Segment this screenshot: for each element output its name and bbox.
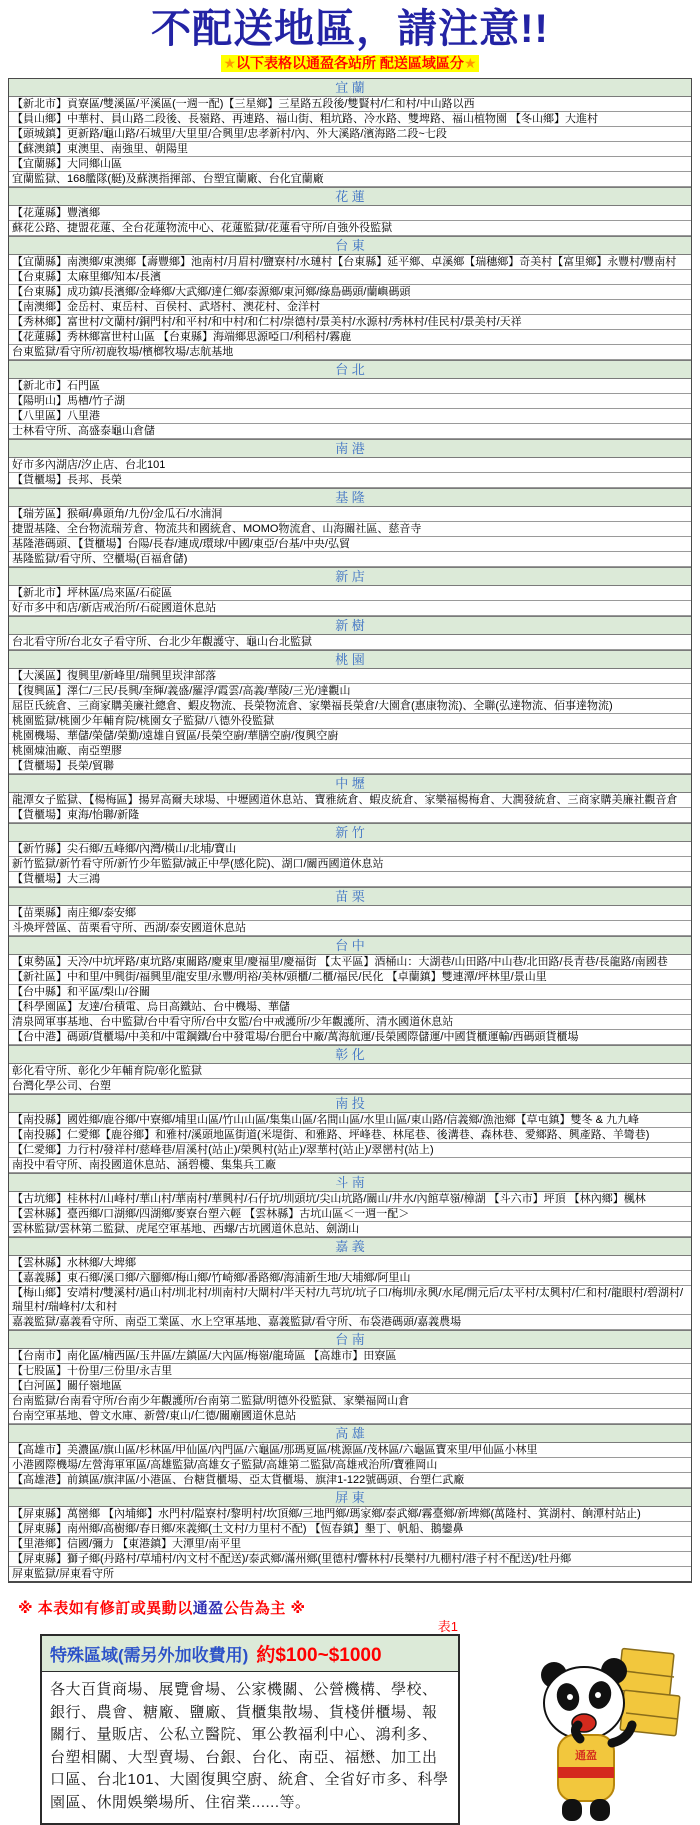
table-row: 【苗栗縣】南庄鄉/泰安鄉 bbox=[9, 906, 691, 921]
table-row: 【台中縣】和平區/梨山/谷關 bbox=[9, 985, 691, 1000]
note-prefix: ※ 本表如有修訂或異動以 bbox=[18, 1600, 193, 1617]
special-area-title: 特殊區域(需另外加收費用) bbox=[50, 1646, 249, 1665]
table-row: 【雲林縣】臺西鄉/口湖鄉/四湖鄉/麥寮台塑六輕 【雲林縣】古坑山區＜一週一配＞ bbox=[9, 1207, 691, 1222]
section-header: 高 雄 bbox=[9, 1424, 691, 1443]
table-row: 桃園監獄/桃園少年輔育院/桃園女子監獄/八德外役監獄 bbox=[9, 714, 691, 729]
table-row: 【瑞芳區】猴硐/鼻頭角/九份/金瓜石/水湳洞 bbox=[9, 507, 691, 522]
table-row: 【高雄市】美濃區/旗山區/杉林區/甲仙區/內門區/六龜區/那瑪夏區/桃源區/茂林區/六龜區寶來里/甲仙區小林里 bbox=[9, 1443, 691, 1458]
section-header: 新 店 bbox=[9, 567, 691, 586]
section-header: 南 港 bbox=[9, 439, 691, 458]
table-row: 新竹監獄/新竹看守所/新竹少年監獄/誠正中學(感化院)、湖口/關西國道休息站 bbox=[9, 857, 691, 872]
table-row: 台南監獄/台南看守所/台南少年觀護所/台南第二監獄/明德外役監獄、家樂福岡山倉 bbox=[9, 1394, 691, 1409]
section-header: 台 中 bbox=[9, 936, 691, 955]
section-header: 斗 南 bbox=[9, 1173, 691, 1192]
table-row: 【新北市】石門區 bbox=[9, 379, 691, 394]
table-row: 【貨櫃場】長榮/貿聯 bbox=[9, 759, 691, 774]
table-row: 台南空軍基地、曾文水庫、新營/東山/仁德/關廟國道休息站 bbox=[9, 1409, 691, 1424]
section-header: 新 樹 bbox=[9, 616, 691, 635]
table-row: 【新社區】中和里/中興街/福興里/龍安里/永豐/明裕/美林/頭櫃/二櫃/福民/民化 【卓蘭鎮】雙連潭/坪林里/景山里 bbox=[9, 970, 691, 985]
table-row: 【台東縣】成功鎮/長濱鄉/金峰鄉/大武鄉/達仁鄉/泰源鄉/東河鄉/綠島碼頭/蘭嶼碼頭 bbox=[9, 285, 691, 300]
table1-label: 表1 bbox=[437, 1619, 458, 1634]
table-row: 蘇花公路、捷盟花蓮、全台花蓮物流中心、花蓮監獄/花蓮看守所/自強外役監獄 bbox=[9, 221, 691, 236]
table-row: 【蘇澳鎮】東澳里、南強里、朝陽里 bbox=[9, 142, 691, 157]
section-header: 嘉 義 bbox=[9, 1237, 691, 1256]
table-row: 【新北市】坪林區/烏來區/石碇區 bbox=[9, 586, 691, 601]
table-row: 【台中港】碼頭/貨櫃場/中美和/中電鋼鐵/台中發電場/台肥台中廠/萬海航運/長榮國際儲運/中國貨櫃運輸/西碼頭貨櫃場 bbox=[9, 1030, 691, 1045]
table-row: 宜蘭監獄、168艦隊(艇)及蘇澳指揮部、台塑宜蘭廠、台化宜蘭廠 bbox=[9, 172, 691, 187]
special-area-wrap bbox=[40, 1620, 460, 1825]
footer bbox=[18, 1597, 690, 1825]
table-row: 基隆港碼頭、【貨櫃場】台陽/長春/連成/環球/中國/東亞/台基/中央/弘貿 bbox=[9, 537, 691, 552]
table-row: 彰化看守所、彰化少年輔育院/彰化監獄 bbox=[9, 1064, 691, 1079]
table-row: 【南澳鄉】金岳村、東岳村、百侯村、武塔村、澳花村、金洋村 bbox=[9, 300, 691, 315]
star-icon: ★ bbox=[223, 55, 237, 71]
table-row: 【宜蘭縣】南澳鄉/東澳鄉【壽豐鄉】池南村/月眉村/鹽寮村/水璉村【台東縣】延平鄉、卓溪鄉【瑞穗鄉】奇美村【富里鄉】永豐村/豐南村 bbox=[9, 255, 691, 270]
table-row: 【頭城鎮】更新路/龜山路/石城里/大里里/合興里/忠孝新村/內、外大溪路/濱海路二段~七段 bbox=[9, 127, 691, 142]
table-row: 士林看守所、高盛泰龜山倉儲 bbox=[9, 424, 691, 439]
section-header: 苗 栗 bbox=[9, 887, 691, 906]
section-header: 桃 園 bbox=[9, 650, 691, 669]
table-row: 【七股區】十份里/三份里/永吉里 bbox=[9, 1364, 691, 1379]
table-row: 好市多內湖店/汐止店、台北101 bbox=[9, 458, 691, 473]
table-row: 台北看守所/台北女子看守所、台北少年觀護守、龜山台北監獄 bbox=[9, 635, 691, 650]
table-row: 【高雄港】前鎮區/旗津區/小港區、台糖貨櫃場、亞太貨櫃場、旗津1-122號碼頭、台塑仁武廠 bbox=[9, 1473, 691, 1488]
section-header: 花 蓮 bbox=[9, 187, 691, 206]
table-row: 【大溪區】復興里/新峰里/瑞興里崁津部落 bbox=[9, 669, 691, 684]
table-row: 【貨櫃場】大三鴻 bbox=[9, 872, 691, 887]
special-area-box bbox=[40, 1634, 460, 1825]
revision-note bbox=[18, 1597, 690, 1618]
table-row: 【科學園區】友達/台積電、烏日高鐵站、台中機場、華儲 bbox=[9, 1000, 691, 1015]
table-row: 【屏東縣】南州鄉/高樹鄉/春日鄉/來義鄉(土文村/力里村不配) 【恆春鎮】墾丁、帆船、鵝鑾鼻 bbox=[9, 1522, 691, 1537]
subtitle-text: 以下表格以通盈各站所 配送區域區分 bbox=[236, 55, 464, 71]
table-row: 【花蓮縣】豐濱鄉 bbox=[9, 206, 691, 221]
table-row: 【里港鄉】信國/彌力 【東港鎮】大潭里/南平里 bbox=[9, 1537, 691, 1552]
table-row: 基隆監獄/看守所、空櫃場(百福倉儲) bbox=[9, 552, 691, 567]
table-row: 小港國際機場/左營海軍軍區/高雄監獄/高雄女子監獄/高雄第二監獄/高雄戒治所/寶雅岡山 bbox=[9, 1458, 691, 1473]
table-row: 龍潭女子監獄、【楊梅區】揚昇高爾夫球場、中壢國道休息站、寶雅統倉、蝦皮統倉、家樂福楊梅倉、大潤發統倉、三商家購美廉社觀音倉 bbox=[9, 793, 691, 808]
table-row: 【南投縣】仁愛鄉【鹿谷鄉】和雅村/溪頭地區街道(米堤街、和雅路、坪峰巷、林尾巷、後溝巷、森林巷、愛鄉路、興產路、羊彎巷) bbox=[9, 1128, 691, 1143]
table-row: 桃園機場、華儲/榮儲/榮勤/遠雄自貿區/長榮空廚/華膳空廚/復興空廚 bbox=[9, 729, 691, 744]
star-icon: ★ bbox=[463, 55, 477, 71]
table-row: 【貨櫃場】東海/怡聯/新隆 bbox=[9, 808, 691, 823]
table-row: 屈臣氏統倉、三商家購美廉社總倉、蝦皮物流、長榮物流倉、家樂福長榮倉/大園倉(惠康物流)、全聯(弘達物流、佰事達物流) bbox=[9, 699, 691, 714]
panda-wrap bbox=[460, 1620, 690, 1825]
table-row: 南投中看守所、南投國道休息站、涵碧樓、集集兵工廠 bbox=[9, 1158, 691, 1173]
table-row: 【白河區】關仔嶺地區 bbox=[9, 1379, 691, 1394]
special-area-price: 約$100~$1000 bbox=[256, 1645, 382, 1666]
svg-text:通盈: 通盈 bbox=[575, 1750, 597, 1762]
no-delivery-table bbox=[8, 78, 692, 1583]
table-row: 【嘉義縣】東石鄉/溪口鄉/六腳鄉/梅山鄉/竹崎鄉/番路鄉/海浦新生地/大埔鄉/阿里山 bbox=[9, 1271, 691, 1286]
special-area-body: 各大百貨商場、展覽會場、公家機關、公營機構、學校、銀行、農會、糖廠、鹽廠、貨櫃集散場、貨棧併櫃場、報關行、量販店、公私立醫院、軍公教福利中心、鴻利多、台塑相關、大型賣場、台銀、台化、南亞、福懋、加工出口區、台北101、大園復興空廚、統倉、全省好市多、科學園區、休閒娛樂場所、住宿業......等。 bbox=[50, 1681, 449, 1811]
table-row: 台灣化學公司、台塑 bbox=[9, 1079, 691, 1094]
section-header: 彰 化 bbox=[9, 1045, 691, 1064]
table-row: 清泉岡軍事基地、台中監獄/台中看守所/台中女監/台中戒護所/少年觀護所、清水國道休息站 bbox=[9, 1015, 691, 1030]
table-row: 【新竹縣】尖石鄉/五峰鄉/內灣/橫山/北埔/寶山 bbox=[9, 842, 691, 857]
table-row: 【貨櫃場】長邦、長榮 bbox=[9, 473, 691, 488]
table-row: 台東監獄/看守所/初鹿牧場/檳榔牧場/志航基地 bbox=[9, 345, 691, 360]
section-header: 中 壢 bbox=[9, 774, 691, 793]
page-title: 不配送地區，請注意!! bbox=[151, 7, 549, 51]
section-header: 宜 蘭 bbox=[9, 79, 691, 97]
table-row: 【古坑鄉】桂林村/山峰村/華山村/華南村/華興村/石仔坑/圳頭坑/尖山坑路/關山/井水/內館草嶺/樟湖 【斗六市】坪頂 【林內鄉】楓林 bbox=[9, 1192, 691, 1207]
table-row: 斗煥坪營區、苗栗看守所、西湖/泰安國道休息站 bbox=[9, 921, 691, 936]
table-row: 【梅山鄉】安靖村/雙溪村/過山村/圳北村/圳南村/大閘村/半天村/九芎坑/坑子口/梅圳/永興/水尾/開元后/太平村/太興村/仁和村/龍眼村/碧湖村/瑞里村/瑞峰村/太和村 bbox=[9, 1286, 691, 1315]
table-row: 【雲林縣】水林鄉/大埤鄉 bbox=[9, 1256, 691, 1271]
bottom-row bbox=[18, 1620, 690, 1825]
table-row: 【秀林鄉】富世村/文蘭村/銅門村/和平村/和中村/和仁村/崇德村/景美村/水源村/秀林村/佳民村/景美村/天祥 bbox=[9, 315, 691, 330]
section-header: 台 南 bbox=[9, 1330, 691, 1349]
table-row: 【屏東縣】獅子鄉(丹路村/草埔村/內文村不配送)/泰武鄉/滿州鄉(里德村/響林村/長樂村/九棚村/港子村不配送)/牡丹鄉 bbox=[9, 1552, 691, 1567]
subtitle-highlight bbox=[221, 55, 478, 72]
table-row: 雲林監獄/雲林第二監獄、虎尾空軍基地、西螺/古坑國道休息站、劍湖山 bbox=[9, 1222, 691, 1237]
note-brand: 通盈 bbox=[192, 1600, 224, 1617]
table-row: 【屏東縣】萬巒鄉 【內埔鄉】水門村/隘寮村/黎明村/坎頂鄉/三地門鄉/瑪家鄉/泰武鄉/霧臺鄉/新埤鄉(萬隆村、箕湖村、餉潭村站止) bbox=[9, 1507, 691, 1522]
table-row: 好市多中和店/新店戒治所/石碇國道休息站 bbox=[9, 601, 691, 616]
table-row: 【仁愛鄉】力行村/發祥村/慈峰巷/眉溪村(站止)/榮興村(站止)/翠華村(站止)/翠巒村(站上) bbox=[9, 1143, 691, 1158]
table-row: 嘉義監獄/嘉義看守所、南亞工業區、水上空軍基地、嘉義監獄/看守所、布袋港碼頭/嘉義農場 bbox=[9, 1315, 691, 1330]
section-header: 屏 東 bbox=[9, 1488, 691, 1507]
table-row: 桃園煉油廠、南亞塑膠 bbox=[9, 744, 691, 759]
section-header: 台 北 bbox=[9, 360, 691, 379]
table-row: 【新北市】貢寮區/雙溪區/平溪區(一週一配)【三星鄉】三星路五段後/雙賢村/仁和村/中山路以西 bbox=[9, 97, 691, 112]
table-row: 【復興區】澤仁/三民/長興/奎輝/義盛/羅浮/霞雲/高義/華陵/三光/達觀山 bbox=[9, 684, 691, 699]
table-row: 【宜蘭縣】大同鄉山區 bbox=[9, 157, 691, 172]
subtitle-line bbox=[0, 55, 700, 73]
section-header: 基 隆 bbox=[9, 488, 691, 507]
section-header: 台 東 bbox=[9, 236, 691, 255]
table-row: 【南投縣】國姓鄉/鹿谷鄉/中寮鄉/埔里山區/竹山山區/集集山區/名間山區/水里山區/東山路/信義鄉/漁池鄉【草屯鎮】雙冬 & 九九峰 bbox=[9, 1113, 691, 1128]
section-header: 新 竹 bbox=[9, 823, 691, 842]
table-row: 【員山鄉】中華村、員山路二段後、長嶺路、再連路、福山街、粗坑路、冷水路、雙埤路、福山植物園 【冬山鄉】大進村 bbox=[9, 112, 691, 127]
note-suffix: 公告為主 ※ bbox=[223, 1600, 306, 1617]
table-row: 【台東縣】太麻里鄉/知本/長濱 bbox=[9, 270, 691, 285]
table-row: 屏東監獄/屏東看守所 bbox=[9, 1567, 691, 1581]
table-row: 【八里區】八里港 bbox=[9, 409, 691, 424]
table-row: 【東勢區】天冷/中坑坪路/東坑路/東關路/慶東里/慶福里/慶福街 【太平區】酒桶山：大湖巷/山田路/中山巷/北田路/長青巷/長龍路/南國巷 bbox=[9, 955, 691, 970]
section-header: 南 投 bbox=[9, 1094, 691, 1113]
table-row: 【陽明山】馬槽/竹子湖 bbox=[9, 394, 691, 409]
table-row: 【台南市】南化區/楠西區/玉井區/左鎮區/大內區/梅嶺/龍琦區 【高雄市】田寮區 bbox=[9, 1349, 691, 1364]
table-row: 捷盟基隆、全台物流瑞芳倉、物流共和國統倉、MOMO物流倉、山海關社區、慈音寺 bbox=[9, 522, 691, 537]
tongying-panda-mascot-icon bbox=[528, 1647, 686, 1825]
table-row: 【花蓮縣】秀林鄉富世村山區 【台東縣】海端鄉思源啞口/利稻村/霧鹿 bbox=[9, 330, 691, 345]
